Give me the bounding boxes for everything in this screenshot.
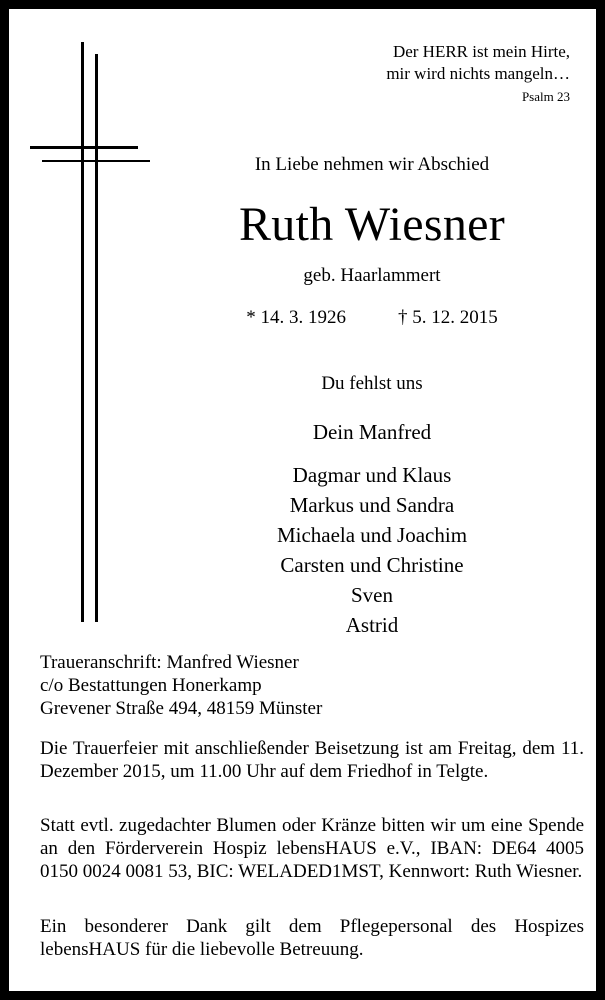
ceremony-paragraph: Die Trauerfeier mit anschließender Beisetzung ist am Freitag, dem 11. Dezember 2015, um 11.00 Uhr auf dem Friedhof in Telgte. <box>40 738 584 782</box>
address-line-1: Traueranschrift: Manfred Wiesner <box>40 652 299 673</box>
signer: Astrid <box>345 613 399 637</box>
signer: Dagmar und Klaus <box>292 463 452 487</box>
death-date: † 5. 12. 2015 <box>398 307 498 328</box>
psalm-reference: Psalm 23 <box>521 89 570 104</box>
address-line-2: c/o Bestattungen Honerkamp <box>40 675 262 696</box>
obituary-card <box>9 9 596 991</box>
signer: Sven <box>351 583 393 607</box>
signer: Dein Manfred <box>312 420 432 444</box>
intro-text: In Liebe nehmen wir Abschied <box>254 154 490 175</box>
psalm-line-1: Der HERR ist mein Hirte, <box>392 42 570 61</box>
donation-paragraph: Statt evtl. zugedachter Blumen oder Kränze bitten wir um eine Spende an den Förderverein Hospiz lebensHAUS e.V., IBAN: DE64 4005 0150 0024 0081 53, BIC: WELADED1MST, Kennwort: Ruth Wiesner. <box>40 815 584 882</box>
thanks-paragraph: Ein besonderer Dank gilt dem Pflegepersonal des Hospizes lebensHAUS für die liebevolle Betreuung. <box>40 916 584 960</box>
signers-list <box>139 417 605 640</box>
life-dates <box>139 307 605 329</box>
mourning-address <box>40 651 322 720</box>
birth-date: * 14. 3. 1926 <box>246 307 346 328</box>
psalm-line-2: mir wird nichts mangeln… <box>386 64 570 83</box>
signer: Carsten und Christine <box>280 553 464 577</box>
maiden-name: geb. Haarlammert <box>303 265 441 286</box>
address-line-3: Grevener Straße 494, 48159 Münster <box>40 698 323 719</box>
psalm-quote <box>386 41 570 85</box>
deceased-name: Ruth Wiesner <box>238 198 506 251</box>
signer: Markus und Sandra <box>289 493 455 517</box>
signer: Michaela und Joachim <box>276 523 468 547</box>
missed-text: Du fehlst uns <box>321 373 423 394</box>
